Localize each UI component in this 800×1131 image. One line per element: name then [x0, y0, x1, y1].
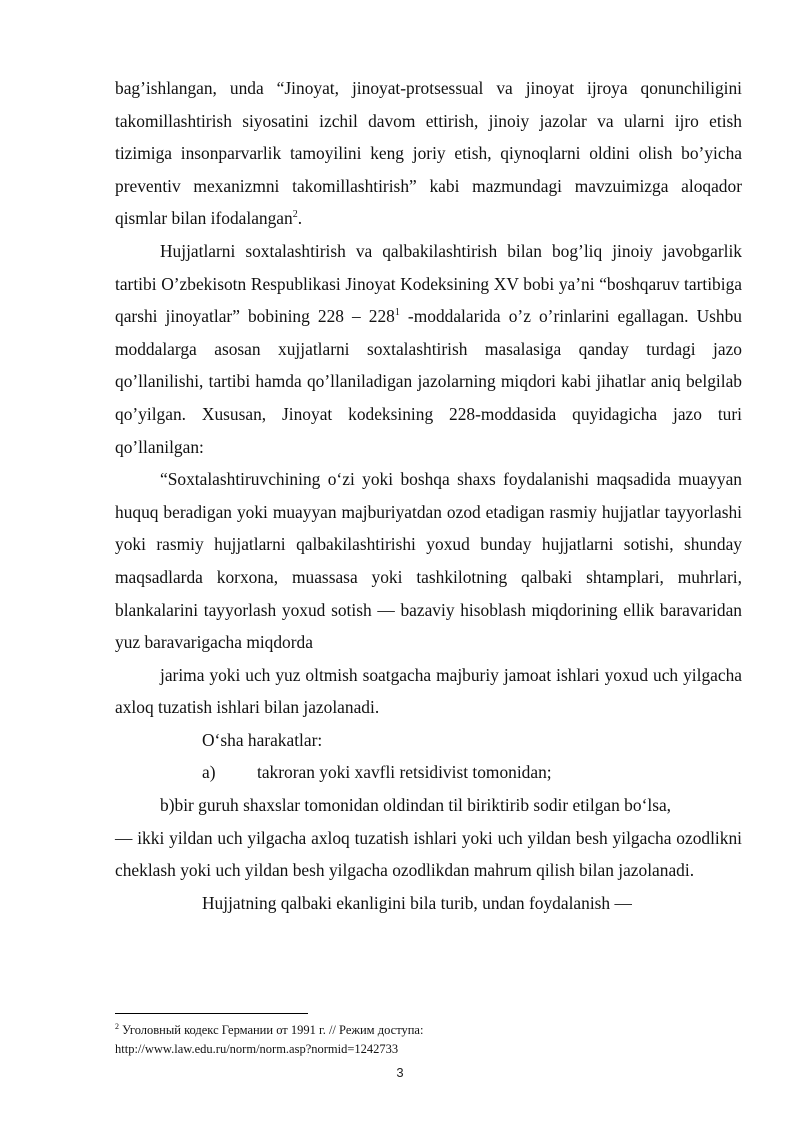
paragraph-2: Hujjatlarni soxtalashtirish va qalbakilashtirish bilan bog’liq jinoiy javobgarlik tartibi O’zbekisotn Respublikasi Jinoyat Kodeksining XV bobi ya’ni “boshqaruv tartibiga qarshi jinoyatlar” bobining $228 - 228^1$ -moddalarida o’z o’rinlarini egallagan. Ushbu moddalarga asosan xujjatlarni soxtalashtirish masalasiga qanday turdagi jazo qo’llanilishi, tartibi hamda qo’llaniladigan jazolarning miqdori kabi jihatlar aniq belgilab qo’yilgan. Xususan, Jinoyat kodeksining 228-moddasida quyidagicha jazo turi qo’llanilgan:	[115, 240, 742, 457]
footnote-mark: 2	[115, 1022, 119, 1031]
paragraph-quote: “Soxtalashtiruvchining o‘zi yoki boshqa shaxs foydalanishi maqsadida muayyan huquq beradigan yoki muayyan majburiyatdan ozod etadigan rasmiy hujjatlar tayyorlashi yoki rasmiy hujjatlarni qalbakilashtirishi yoxud bunday hujjatlarni sotishi, shunday maqsadlarda korxona, muassasa yoki tashkilotning qalbaki shtamplari, muhrlari, blankalarini tayyorlash yoxud sotish — bazaviy hisoblash miqdorining ellik baravaridan yuz baravarigacha miqdorda	[115, 469, 742, 653]
paragraph-use-of-forged: Hujjatning qalbaki ekanligini bila turib, undan foydalanish —	[202, 892, 632, 913]
document-body	[115, 72, 742, 919]
list-item-b	[115, 789, 742, 822]
footnote-text: Уголовный кодекс Германии от 1991 г. // Режим доступа:	[119, 1023, 424, 1037]
footnote-url[interactable]: http://www.law.edu.ru/norm/norm.asp?normid=1242733	[115, 1042, 399, 1056]
list-label-b: b)	[160, 795, 175, 816]
footnote	[115, 1021, 715, 1059]
paragraph-punishment: — ikki yildan uch yilgacha axloq tuzatish ishlari yoki uch yildan besh yilgacha ozodlikni cheklash yoki uch yildan besh yilgacha ozodlikdan mahrum qilish bilan jazolanadi.	[115, 827, 742, 881]
footnote-ref-2[interactable]: 2	[292, 209, 298, 221]
footnote-line-1	[115, 1021, 715, 1040]
footnote-separator	[115, 1013, 308, 1014]
paragraph-1: bag’ishlangan, unda “Jinoyat, jinoyat-protsessual va jinoyat ijroya qonunchiligini takomillashtirish siyosatini izchil davom ettirish, jinoiy jazolar va ularni ijro etish tizimiga insonparvarlik tamoyilini keng joriy etish, qiynoqlarni oldini olish bo’yicha preventiv mexanizmni takomillashtirish” kabi mazmundagi mavzuimizga aloqador qismlar bilan ifodalangan$^2$.	[115, 78, 742, 229]
list-label-a: a)	[202, 762, 216, 783]
paragraph-same-actions: O‘sha harakatlar:	[202, 729, 323, 750]
list-text-a: takroran yoki xavfli retsidivist tomonidan;	[257, 762, 552, 783]
list-item-a	[115, 756, 742, 789]
paragraph-penalty: jarima yoki uch yuz oltmish soatgacha majburiy jamoat ishlari yoxud uch yilgacha axloq tuzatish ishlari bilan jazolanadi.	[115, 664, 742, 718]
page-number: 3	[396, 1065, 404, 1080]
list-text-b: bir guruh shaxslar tomonidan oldindan til biriktirib sodir etilgan bo‘lsa,	[174, 795, 672, 816]
superscript-1: 1	[394, 307, 400, 319]
